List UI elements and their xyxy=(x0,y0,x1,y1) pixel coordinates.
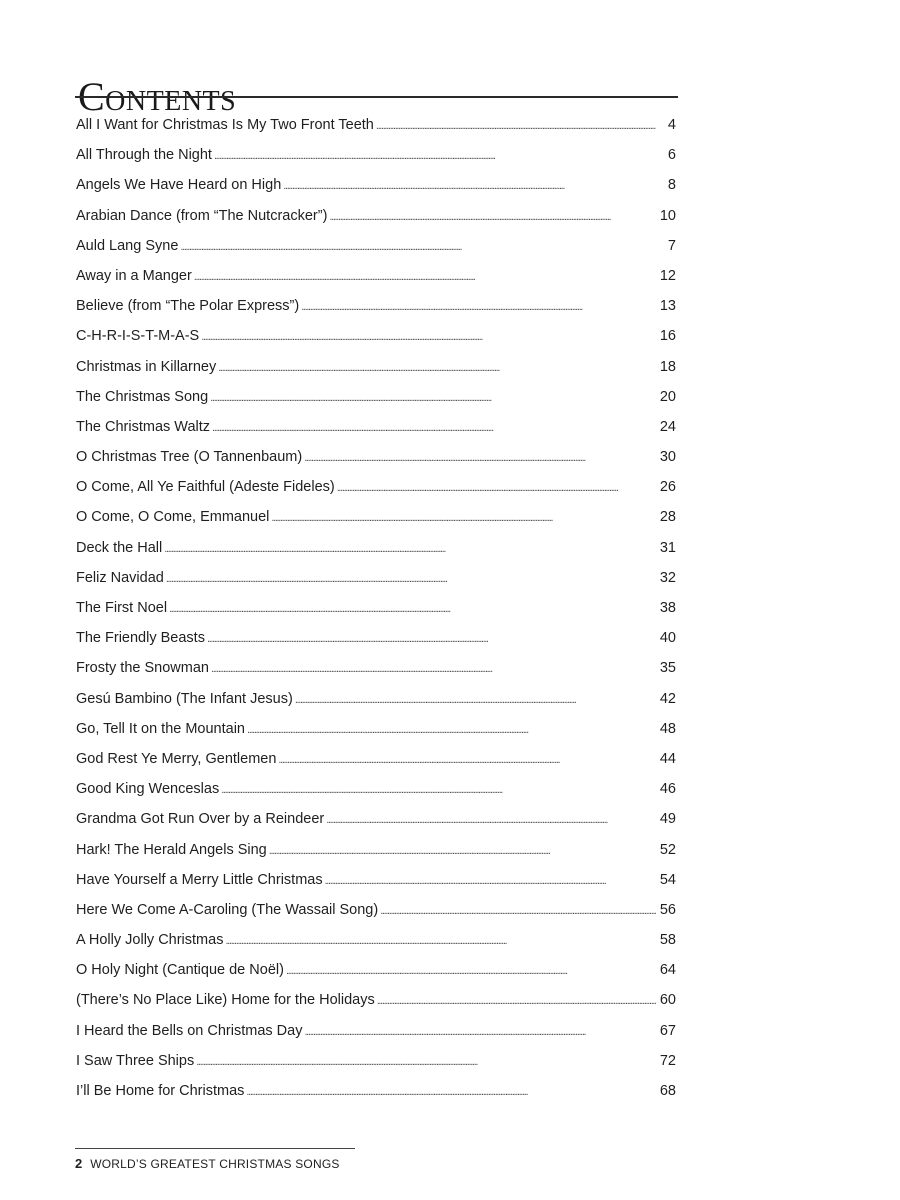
toc-entry-page: 52 xyxy=(659,841,676,858)
toc-dot-leader xyxy=(164,533,656,564)
toc-dot-leader xyxy=(326,804,656,835)
page-title: Contents xyxy=(78,73,237,119)
toc-entry xyxy=(76,774,676,804)
toc-entry-page: 18 xyxy=(659,358,676,375)
toc-entry xyxy=(76,110,676,140)
toc-entry-page: 68 xyxy=(659,1083,676,1099)
toc-entry xyxy=(76,653,676,683)
toc-dot-leader xyxy=(196,1046,656,1077)
toc-entry-page: 12 xyxy=(659,267,676,284)
toc-entry-page: 8 xyxy=(667,177,676,194)
footer-book-title: WORLD’S GREATEST CHRISTMAS SONGS xyxy=(90,1157,340,1171)
toc-dot-leader xyxy=(201,321,656,352)
toc-entry xyxy=(76,714,676,744)
toc-entry-page: 7 xyxy=(667,237,676,254)
toc-entry-title: The Friendly Beasts xyxy=(76,630,205,647)
toc-entry-title: Gesú Bambino (The Infant Jesus) xyxy=(76,690,293,707)
toc-entry-page: 67 xyxy=(659,1022,676,1039)
toc-entry-page: 6 xyxy=(667,147,676,164)
toc-entry-page: 42 xyxy=(659,690,676,707)
toc-dot-leader xyxy=(246,1076,656,1107)
toc-dot-leader xyxy=(286,955,656,986)
toc-entry xyxy=(76,442,676,472)
toc-entry-page: 49 xyxy=(659,811,676,828)
toc-entry xyxy=(76,593,676,623)
toc-entry-page: 16 xyxy=(659,328,676,345)
toc-entry xyxy=(76,684,676,714)
page-footer xyxy=(75,1156,340,1171)
toc-entry-title: All Through the Night xyxy=(76,147,212,164)
toc-entry-title: Frosty the Snowman xyxy=(76,660,209,677)
toc-dot-leader xyxy=(301,291,656,322)
toc-entry-title: O Come, O Come, Emmanuel xyxy=(76,509,270,526)
toc-entry-page: 46 xyxy=(659,781,676,798)
toc-entry-page: 38 xyxy=(659,600,676,616)
toc-entry xyxy=(76,1016,676,1046)
toc-entry xyxy=(76,1046,676,1076)
toc-entry xyxy=(76,895,676,925)
toc-dot-leader xyxy=(166,563,656,594)
toc-entry xyxy=(76,533,676,563)
toc-entry-title: Christmas in Killarney xyxy=(76,358,217,375)
toc-entry xyxy=(76,744,676,774)
toc-entry xyxy=(76,321,676,351)
toc-entry-page: 56 xyxy=(659,901,676,918)
toc-dot-leader xyxy=(304,442,656,473)
toc-entry-page: 48 xyxy=(659,720,676,737)
toc-dot-leader xyxy=(376,110,656,141)
toc-entry xyxy=(76,412,676,442)
toc-entry xyxy=(76,563,676,593)
toc-dot-leader xyxy=(194,261,656,292)
toc-entry-page: 35 xyxy=(659,660,676,677)
toc-dot-leader xyxy=(295,684,656,715)
toc-entry-title: Have Yourself a Merry Little Christmas xyxy=(76,871,323,888)
toc-entry-title: Here We Come A-Caroling (The Wassail Song) xyxy=(76,901,379,918)
toc-entry xyxy=(76,955,676,985)
toc-entry xyxy=(76,261,676,291)
toc-dot-leader xyxy=(377,985,656,1016)
toc-dot-leader xyxy=(211,653,656,684)
toc-entry-title: The Christmas Song xyxy=(76,388,209,405)
toc-dot-leader xyxy=(207,623,656,654)
toc-entry-title: O Come, All Ye Faithful (Adeste Fideles) xyxy=(76,479,335,496)
toc-entry-title: Hark! The Herald Angels Sing xyxy=(76,841,267,858)
table-of-contents xyxy=(76,110,676,1106)
toc-entry-title: O Christmas Tree (O Tannenbaum) xyxy=(76,449,303,466)
toc-entry xyxy=(76,472,676,502)
toc-entry-page: 13 xyxy=(659,298,676,315)
footer-rule xyxy=(75,1148,355,1149)
toc-dot-leader xyxy=(225,925,656,956)
toc-entry xyxy=(76,140,676,170)
toc-dot-leader xyxy=(180,231,656,262)
toc-dot-leader xyxy=(212,412,656,443)
toc-dot-leader xyxy=(271,502,656,533)
toc-entry-page: 32 xyxy=(659,569,676,586)
toc-entry-page: 26 xyxy=(659,479,676,496)
title-rule xyxy=(75,96,678,98)
toc-dot-leader xyxy=(380,895,656,926)
toc-entry-page: 54 xyxy=(659,871,676,888)
toc-dot-leader xyxy=(283,170,656,201)
toc-dot-leader xyxy=(278,744,656,775)
toc-entry xyxy=(76,985,676,1015)
toc-entry xyxy=(76,1076,676,1106)
toc-entry-title: I Heard the Bells on Christmas Day xyxy=(76,1022,303,1039)
toc-entry-title: Deck the Hall xyxy=(76,539,163,556)
toc-entry-title: I’ll Be Home for Christmas xyxy=(76,1083,245,1099)
toc-entry-title: The Christmas Waltz xyxy=(76,418,211,435)
toc-dot-leader xyxy=(269,835,656,866)
toc-entry-page: 24 xyxy=(659,418,676,435)
toc-entry xyxy=(76,865,676,895)
toc-entry-title: Believe (from “The Polar Express”) xyxy=(76,298,300,315)
toc-entry-title: Auld Lang Syne xyxy=(76,237,179,254)
toc-dot-leader xyxy=(325,865,656,896)
toc-entry xyxy=(76,382,676,412)
toc-entry-page: 64 xyxy=(659,962,676,979)
toc-entry xyxy=(76,231,676,261)
toc-entry xyxy=(76,201,676,231)
toc-entry xyxy=(76,291,676,321)
toc-entry-title: Feliz Navidad xyxy=(76,569,164,586)
toc-entry-page: 72 xyxy=(659,1052,676,1069)
toc-entry-title: I Saw Three Ships xyxy=(76,1052,195,1069)
toc-entry xyxy=(76,352,676,382)
toc-entry xyxy=(76,835,676,865)
toc-entry-page: 20 xyxy=(659,388,676,405)
toc-entry-title: A Holly Jolly Christmas xyxy=(76,932,224,949)
toc-dot-leader xyxy=(247,714,656,745)
toc-entry-title: Grandma Got Run Over by a Reindeer xyxy=(76,811,325,828)
footer-page-number: 2 xyxy=(75,1156,83,1171)
toc-entry xyxy=(76,804,676,834)
toc-dot-leader xyxy=(329,201,656,232)
toc-entry-title: Arabian Dance (from “The Nutcracker”) xyxy=(76,207,328,224)
toc-dot-leader xyxy=(210,382,656,413)
toc-dot-leader xyxy=(221,774,656,805)
toc-entry-page: 4 xyxy=(667,117,676,133)
toc-entry xyxy=(76,502,676,532)
toc-dot-leader xyxy=(337,472,656,503)
toc-entry-title: O Holy Night (Cantique de Noël) xyxy=(76,962,284,979)
toc-entry-title: God Rest Ye Merry, Gentlemen xyxy=(76,750,277,767)
toc-entry-title: (There’s No Place Like) Home for the Holidays xyxy=(76,992,375,1009)
toc-entry-page: 31 xyxy=(659,539,676,556)
toc-entry-page: 40 xyxy=(659,630,676,647)
toc-dot-leader xyxy=(169,593,656,624)
toc-entry-title: Away in a Manger xyxy=(76,267,192,284)
toc-entry-title: C-H-R-I-S-T-M-A-S xyxy=(76,328,200,345)
toc-dot-leader xyxy=(218,352,656,383)
toc-entry-title: The First Noel xyxy=(76,600,168,616)
toc-dot-leader xyxy=(214,140,656,171)
toc-entry-page: 30 xyxy=(659,449,676,466)
toc-entry xyxy=(76,925,676,955)
toc-dot-leader xyxy=(304,1016,656,1047)
toc-entry-title: Angels We Have Heard on High xyxy=(76,177,282,194)
toc-entry-title: Go, Tell It on the Mountain xyxy=(76,720,246,737)
toc-entry-page: 44 xyxy=(659,750,676,767)
toc-entry xyxy=(76,170,676,200)
toc-entry-page: 60 xyxy=(659,992,676,1009)
toc-entry-page: 10 xyxy=(659,207,676,224)
toc-entry-page: 58 xyxy=(659,932,676,949)
toc-entry-page: 28 xyxy=(659,509,676,526)
toc-entry-title: All I Want for Christmas Is My Two Front Teeth xyxy=(76,117,374,133)
toc-entry xyxy=(76,623,676,653)
toc-entry-title: Good King Wenceslas xyxy=(76,781,220,798)
